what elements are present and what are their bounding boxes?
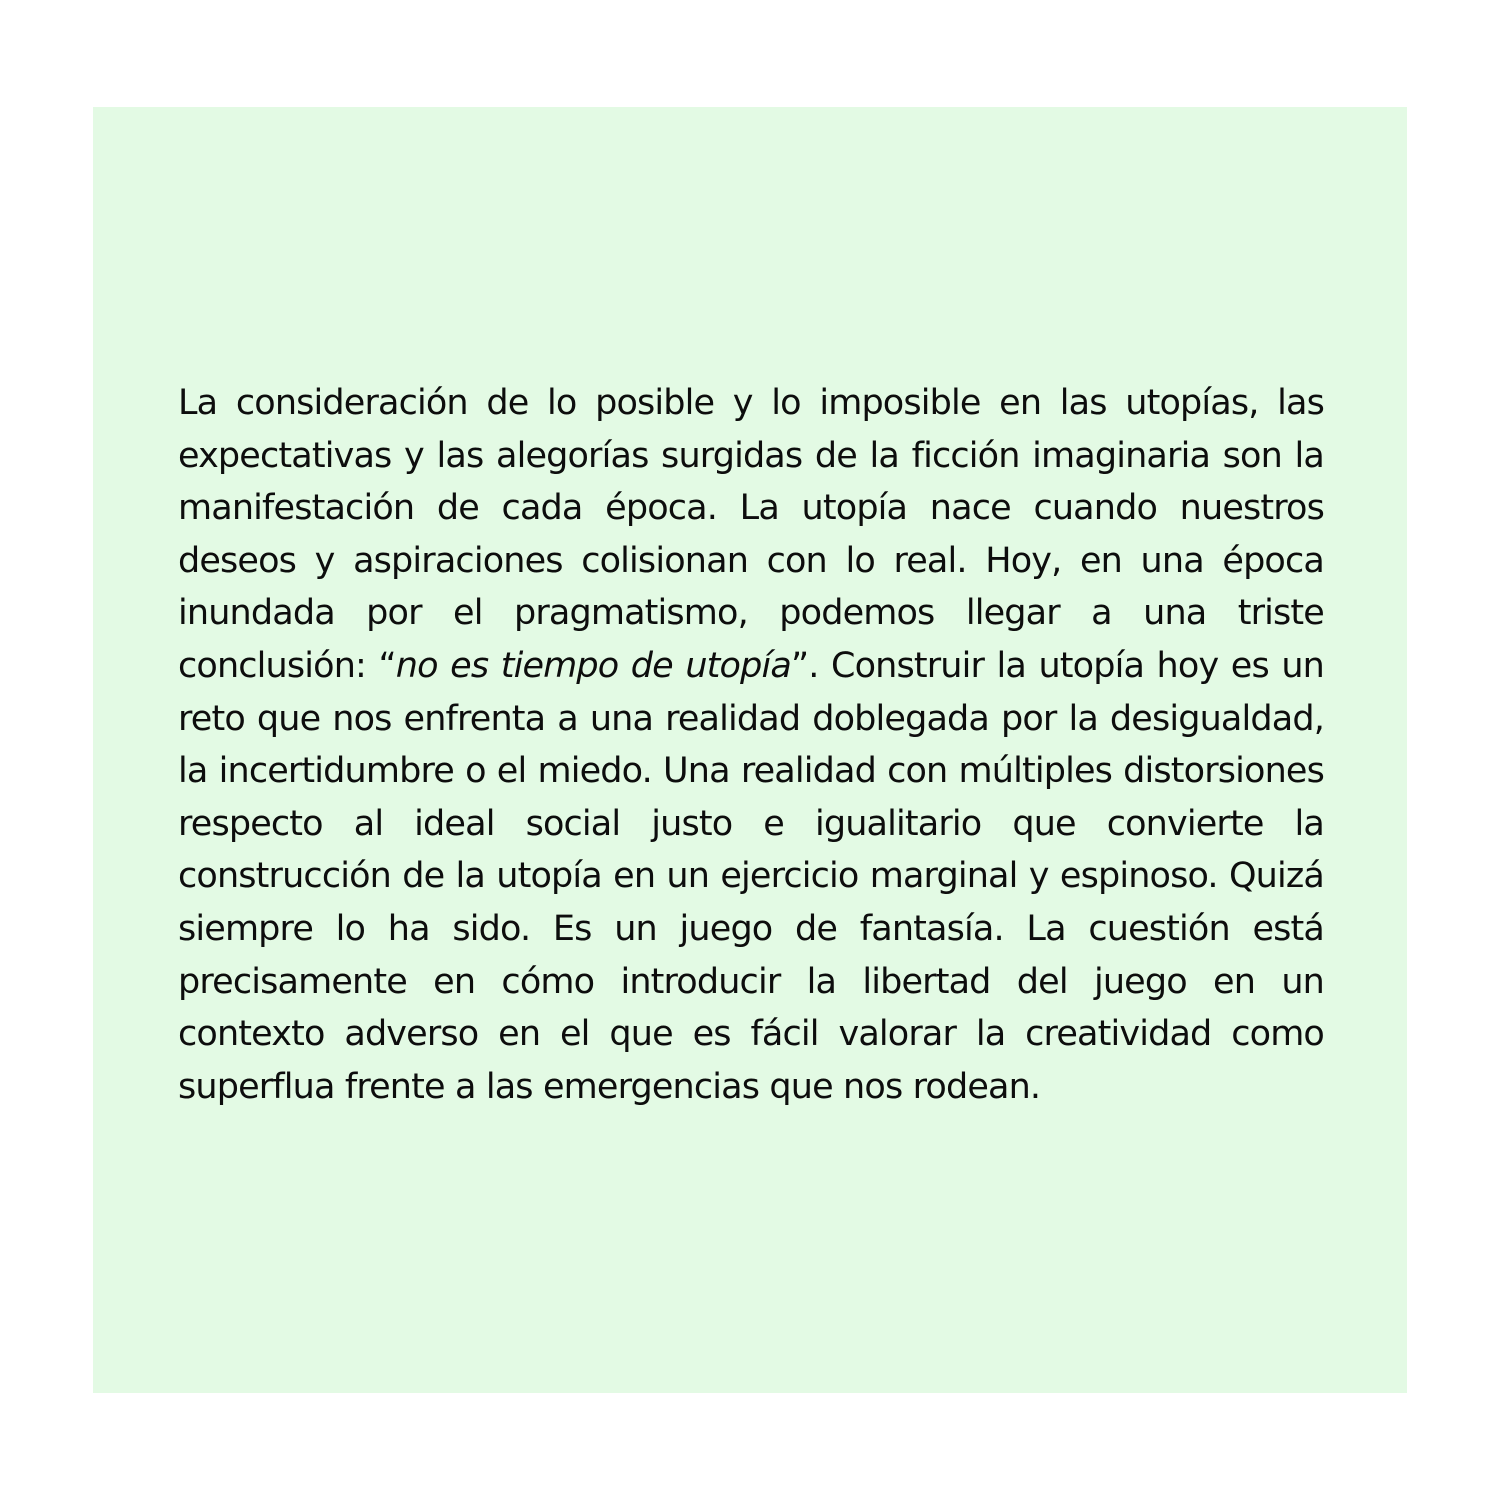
body-paragraph xyxy=(178,377,1324,1113)
paragraph-text-part-1: La consideración de lo posible y lo imposible en las utopías, las expectativas y las alegorías surgidas de la ficción imaginaria son la manifestación de cada época. La utopía nace cuando nuestros deseos y aspiraciones colisionan con lo real. Hoy, en una época inundada por el pragmatismo, podemos llegar a una triste conclusión: “ xyxy=(178,383,1324,686)
paragraph-text-part-2: ”. Construir la utopía hoy es un reto que nos enfrenta a una realidad doblegada por la desigualdad, la incertidumbre o el miedo. Una realidad con múltiples distorsiones respecto al ideal social justo e igualitario que convierte la construcción de la utopía en un ejercicio marginal y espinoso. Quizá siempre lo ha sido. Es un juego de fantasía. La cuestión está precisamente en cómo introducir la libertad del juego en un contexto adverso en el que es fácil valorar la creatividad como superflua frente a las emergencias que nos rodean. xyxy=(178,645,1325,1107)
italic-quote: no es tiempo de utopía xyxy=(395,645,791,686)
